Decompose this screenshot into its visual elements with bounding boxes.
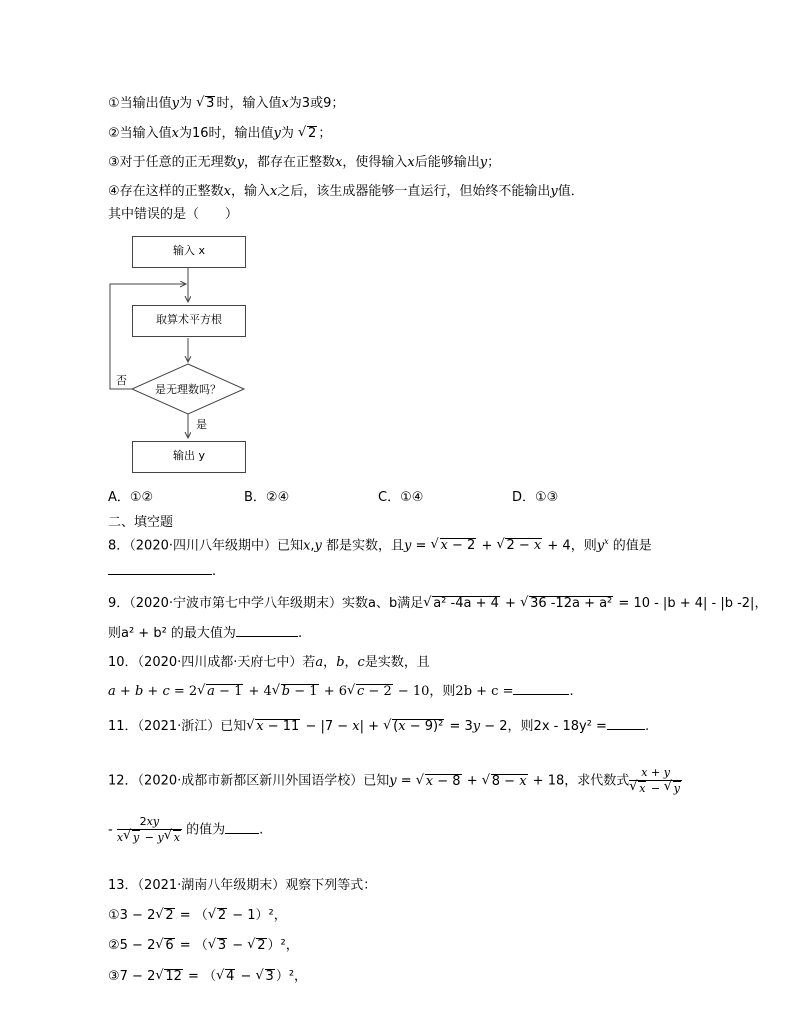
flow-output-box: 输出 y [132,441,246,473]
problem-8: 8．（2020·四川八年级期中）已知x,y 都是实数，且y = √ x − 2 + √ 2 − x + 4，则$y^x$ 的值是 [108,533,652,555]
problem-9-line2: 则a² + b² 的最大值为 . [108,626,303,641]
question-text: 其中错误的是（ ） [108,207,239,222]
option-b[interactable]: B．②④ [244,490,290,505]
equation-2: ②5 − 2√ 6 = （√ 3 − √ 2 ）²， [108,937,299,955]
statement-3: ③对于任意的正无理数y，都存在正整数x，使得输入x后能够输出y； [108,155,501,170]
equation-1: ①3 − 2√ 2 = （√ 2 − 1）²， [108,907,287,925]
flow-input-box: 输入 x [132,236,246,268]
flow-sqrt-box: 取算术平方根 [132,305,246,337]
option-d[interactable]: D．①③ [512,490,559,505]
problem-12-line2: - $\frac{2xy}{x√ y - y√ x}$ 的值为 . [108,815,263,845]
statement-2: ②当输入值x为16时，输出值y为 √ 2 ； [108,125,331,143]
problem-10: 10．（2020·四川成都·天府七中）若a，b，c是实数，且 [108,655,430,670]
flow-yes-label: 是 [196,418,207,431]
option-a[interactable]: A．①② [108,490,154,505]
flow-no-label: 否 [116,374,127,387]
section-heading: 二、填空题 [108,515,174,530]
statement-1: ①当输出值y为 √ 3 时，输入值x为3或9； [108,95,344,113]
flow-decision-label: 是无理数吗？ [155,383,221,396]
problem-12: 12．（2020·成都市新都区新川外国语学校）已知y = √ x − 8 + √ 8 − x + 18，求代数式 x + y √ x − √ y [108,766,682,796]
equation-3: ③7 − 2√ 12 = （√ 4 − √ 3 ）²， [108,968,307,986]
statement-4: ④存在这样的正整数x，输入x之后，该生成器能够一直运行，但始终不能输出y值． [108,184,584,199]
problem-10-equation: a + b + c = 2√ a − 1 + 4√ b − 1 + 6√ c − 2 − 10，则2b + c = . [108,683,574,701]
problem-9: 9．（2020·宁波市第七中学八年级期末）实数a、b满足√ a² -4a + 4 + √ 36 -12a + a² = 10 - |b + 4| - |b -2|， [108,595,767,613]
option-c[interactable]: C．①④ [378,490,424,505]
problem-11: 11．（2021·浙江）已知√ x − 11 − |7 − x| + √ (x − 9)² = 3y − 2，则2x - 18y² = . [108,718,649,736]
problem-13: 13．（2021·湖南八年级期末）观察下列等式： [108,878,377,893]
problem-8-answer: . [108,563,216,581]
